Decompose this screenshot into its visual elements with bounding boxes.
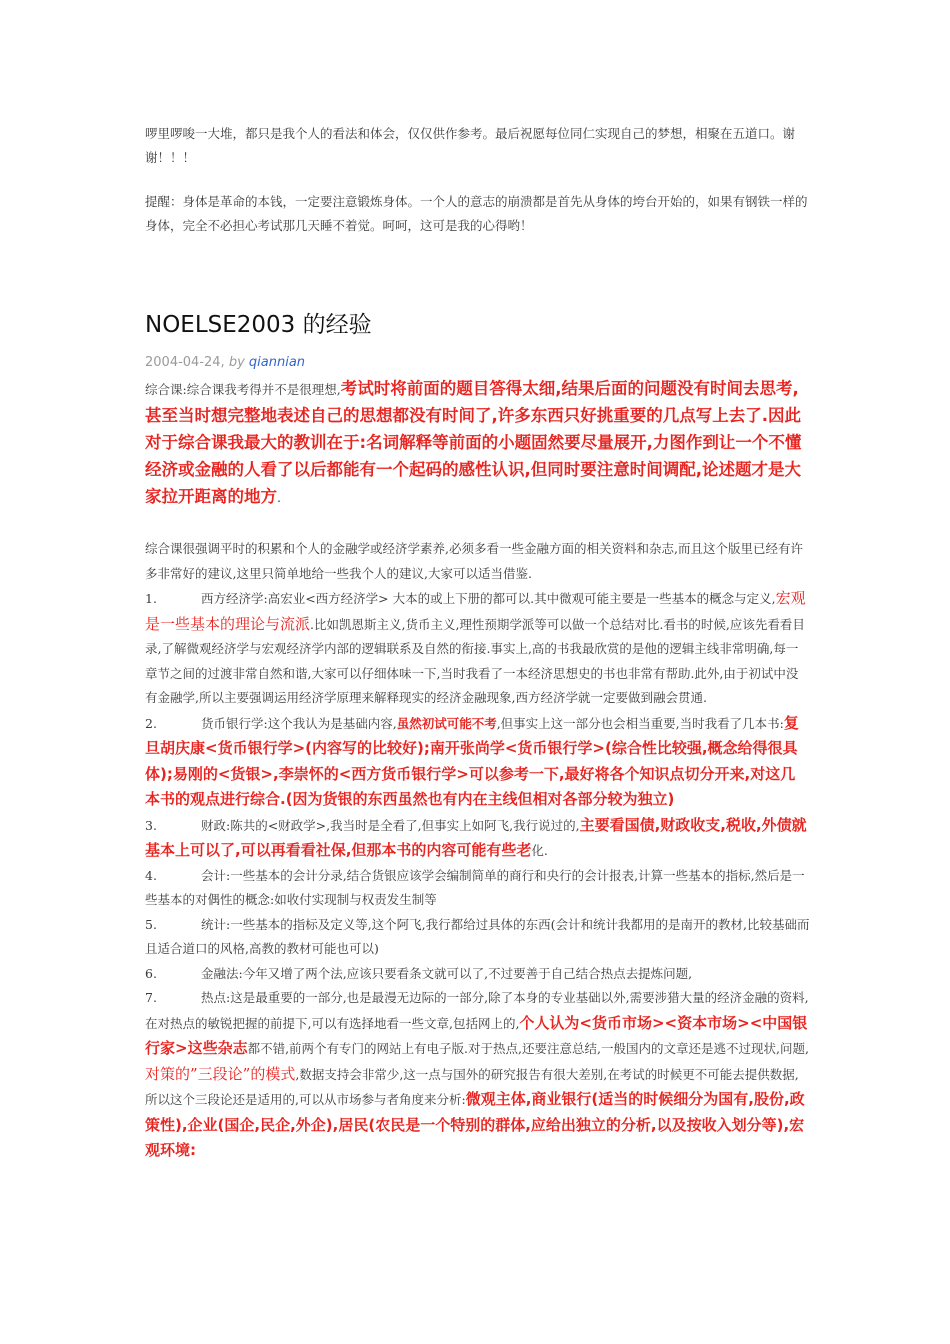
- item-text: 财政:陈共的<财政学>,我当时是全看了,但事实上如阿飞,我行说过的,: [201, 817, 580, 833]
- page-content: [145, 122, 810, 1164]
- item-highlight: 复旦胡庆康<货币银行学>(内容写的比较好);南开张尚学<货币银行学>(综合性比较强,概念给得很具体);易刚的<货银>,李崇怀的<西方货币银行学>可以参考一下,最好将各个知识点切分开来,对这几本书的观点进行综合.(因为货银的东西虽然也有内在主线但相对各部分较为独立): [145, 713, 799, 808]
- item-text: 化.: [531, 843, 548, 858]
- item-number: 5.: [145, 916, 157, 932]
- item-text: 热点:这是最重要的一部分,也是最漫无边际的一部分,除了本身的专业基础以外,需要涉猎大量的经济金融的资料,在对热点的敏锐把握的前提下,可以有选择地看一些文章,包括网上的,: [145, 990, 809, 1031]
- post-meta: [145, 352, 810, 374]
- item-text: ,但事实上这一部分也会相当重要,当时我看了几本书:: [496, 715, 784, 731]
- post-by: by: [228, 355, 245, 370]
- closing-paragraph: 啰里啰唆一大堆，都只是我个人的看法和体会，仅仅供作参考。最后祝愿每位同仁实现自己的梦想，相聚在五道口。谢谢！！！: [145, 126, 796, 165]
- item-highlight: 对策的”三段论”的模式: [145, 1064, 296, 1083]
- item-text: 统计:一些基本的指标及定义等,这个阿飞,我行都给过具体的东西(会计和统计我都用的是南开的教材,比较基础而且适合道口的风格,高教的教材可能也可以): [145, 916, 810, 956]
- item-highlight: 微观主体,商业银行(适当的时候细分为国有,股份,政策性),企业(国企,民企,外企),居民(农民是一个特别的群体,应给出独立的分析,以及按收入划分等),宏观环境:: [145, 1090, 805, 1159]
- reminder-paragraph: 提醒：身体是革命的本钱，一定要注意锻炼身体。一个人的意志的崩溃都是首先从身体的垮台开始的，如果有钢铁一样的身体，完全不必担心考试那几天睡不着觉。呵呵，这可是我的心得哟！: [145, 194, 808, 233]
- item-number: 7.: [145, 990, 157, 1005]
- item-text: ,数据支持会非常少,这一点与国外的研究报告有很大差别,在考试的时候更不可能去提供数据,所以这个三段论还是适用的,可以从市场参与者角度来分析:: [145, 1066, 799, 1107]
- item-text: 会计:一些基本的会计分录,结合货银应该学会编制简单的商行和央行的会计报表,计算一些基本的指标,然后是一些基本的对偶性的概念:如收付实现制与权责发生制等: [145, 867, 805, 907]
- item-text: 西方经济学:高宏业<西方经济学> 大本的或上下册的都可以.其中微观可能主要是一些基本的概念与定义,: [201, 591, 776, 606]
- item-highlight: 虽然初试可能不考: [396, 715, 497, 731]
- post-title: NOELSE2003 的经验: [145, 312, 372, 338]
- list-item: [145, 986, 810, 1164]
- list-item: [145, 711, 810, 813]
- list-item: [145, 864, 810, 913]
- post-date: 2004-04-24,: [145, 355, 225, 370]
- advice-paragraph: 综合课很强调平时的积累和个人的金融学或经济学素养,必须多看一些金融方面的相关资料和杂志,而且这个版里已经有许多非常好的建议,这里只简单地给一些我个人的建议,大家可以适当借鉴.: [145, 541, 803, 581]
- item-text: 都不错,前两个有专门的网站上有电子版.对于热点,还要注意总结,一般国内的文章还是逃不过现状,问题,: [247, 1041, 809, 1056]
- item-highlight: 宏观是一些基本的理论与流派: [145, 589, 806, 633]
- intro-tail: .: [277, 490, 281, 505]
- list-item: [145, 586, 810, 711]
- post-author-link[interactable]: qiannian: [248, 355, 306, 370]
- intro-paragraph: [145, 376, 810, 511]
- list-item: [145, 913, 810, 962]
- list-item: [145, 962, 810, 987]
- item-highlight: 个人认为<货币市场><资本市场><中国银行家>这些杂志: [145, 1013, 808, 1057]
- item-number: 6.: [145, 965, 157, 981]
- item-number: 4.: [145, 867, 157, 883]
- item-text: 货币银行学:这个我认为是基础内容,: [201, 715, 397, 731]
- item-number: 1.: [145, 591, 157, 606]
- intro-highlight: 考试时将前面的题目答得太细,结果后面的问题没有时间去思考,甚至当时想完整地表述自己的思想都没有时间了,许多东西只好挑重要的几点写上去了.因此对于综合课我最大的教训在于:名词解释等前面的小题固然要尽量展开,力图作到让一个不懂经济或金融的人看了以后都能有一个起码的感性认识,但同时要注意时间调配,论述题才是大家拉开距离的地方: [145, 379, 802, 506]
- item-number: 2.: [145, 715, 157, 731]
- item-text: .比如凯恩斯主义,货币主义,理性预期学派等可以做一个总结对比.看书的时候,应该先看看目录,了解微观经济学与宏观经济学内部的逻辑联系及自然的衔接.事实上,高的书我最欣赏的是他的逻辑主线非常明确,每一章节之间的过渡非常自然和谐,大家可以仔细体味一下,当时我看了一本经济思想史的书也非常有帮助.此外,由于初试中没有金融学,所以主要强调运用经济学原理来解释现实的经济金融现象,西方经济学就一定要做到融会贯通.: [145, 616, 805, 705]
- intro-lead: 综合课:综合课我考得并不是很理想,: [145, 382, 341, 397]
- item-text: 金融法:今年又增了两个法,应该只要看条文就可以了,不过要善于自己结合热点去提炼问题,: [201, 965, 693, 981]
- item-highlight: 主要看国债,财政收支,税收,外债就基本上可以了,可以再看看社保,但那本书的内容可能有些老: [145, 815, 807, 859]
- item-number: 3.: [145, 817, 157, 833]
- list-item: [145, 813, 810, 864]
